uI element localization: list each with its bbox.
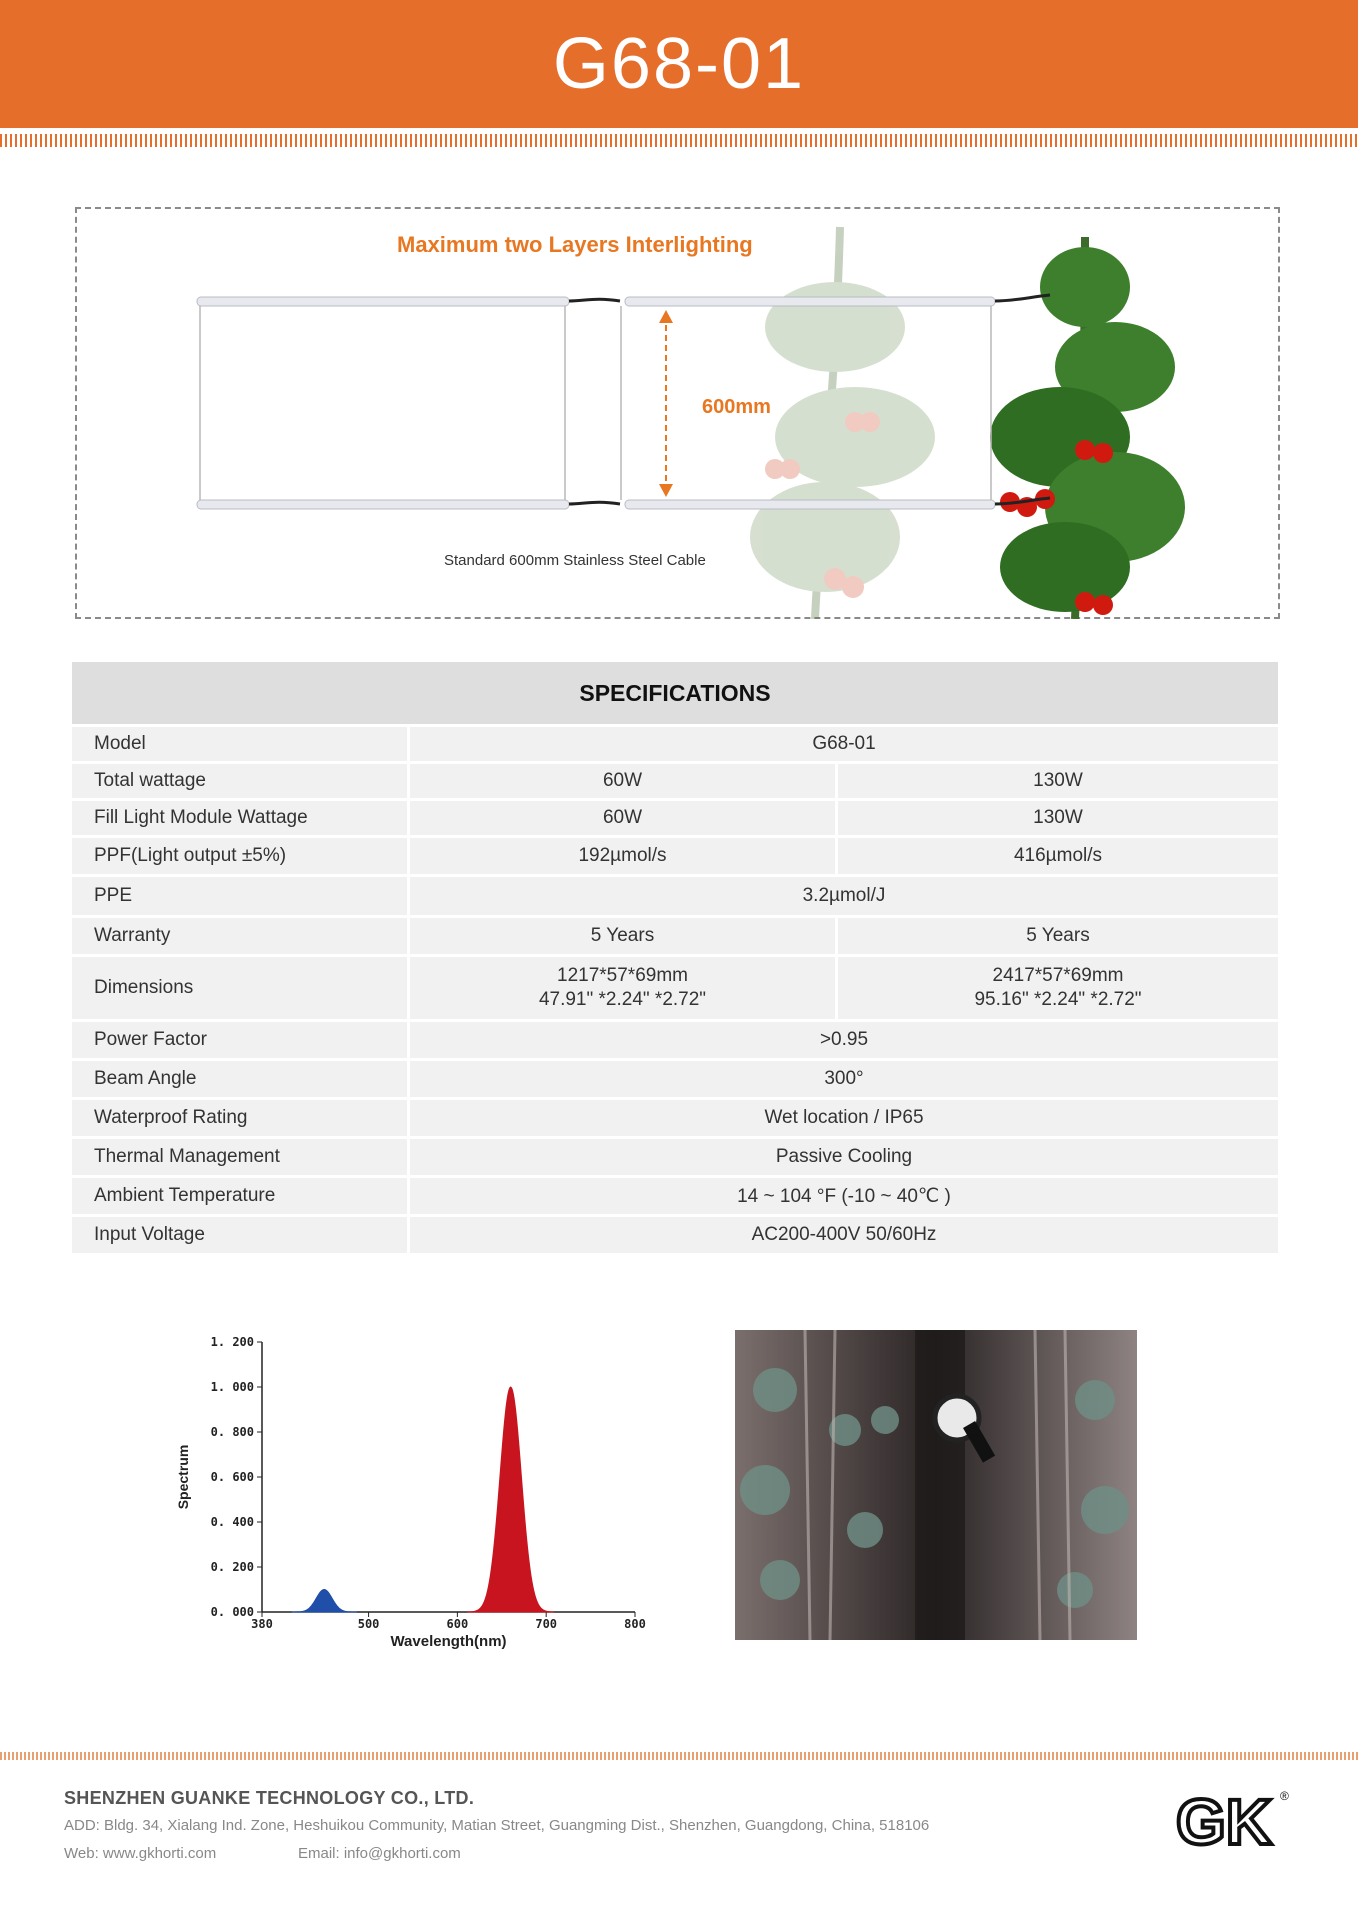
spec-value-b: 5 Years: [838, 918, 1278, 954]
light-bar-top-right: [625, 297, 995, 306]
company-website[interactable]: Web: www.gkhorti.com: [64, 1845, 217, 1862]
spec-row-ppf: [72, 838, 1278, 874]
x-axis-label: Wavelength(nm): [390, 1633, 507, 1650]
spec-row-beam-angle: [72, 1061, 1278, 1097]
spec-label: Waterproof Rating: [72, 1100, 407, 1136]
spec-value: AC200-400V 50/60Hz: [410, 1217, 1278, 1253]
dimension-inch: 47.91" *2.24" *2.72": [538, 989, 707, 1010]
x-tick-label: 500: [357, 1617, 380, 1631]
x-tick-label: 380: [251, 1617, 273, 1631]
spec-row-dimensions: [72, 957, 1278, 1019]
spec-value: 14 ~ 104 °F (-10 ~ 40℃ ): [410, 1178, 1278, 1214]
spectrum-chart: [170, 1330, 650, 1660]
tomato-plant: [990, 237, 1185, 619]
spec-label: Ambient Temperature: [72, 1178, 407, 1214]
spec-label: Power Factor: [72, 1022, 407, 1058]
gk-logo-text: GK: [1176, 1786, 1272, 1852]
diagram-caption: Standard 600mm Stainless Steel Cable: [444, 552, 706, 569]
dimension-arrow: [659, 310, 673, 497]
y-tick-label: 0. 200: [210, 1560, 254, 1574]
spec-row-waterproof: [72, 1100, 1278, 1136]
spec-label: Input Voltage: [72, 1217, 407, 1253]
spec-row-total-wattage: [72, 764, 1278, 798]
y-tick-label: 0. 400: [210, 1515, 254, 1529]
spec-label: Dimensions: [72, 957, 407, 1019]
dimension-label: 600mm: [702, 396, 771, 418]
spec-label: PPE: [72, 877, 407, 915]
faded-tomato-plant: [750, 227, 935, 619]
spec-value-b: 130W: [838, 801, 1278, 835]
spec-label: Thermal Management: [72, 1139, 407, 1175]
specifications-title: SPECIFICATIONS: [72, 662, 1278, 724]
spec-label: PPF(Light output ±5%): [72, 838, 407, 874]
footer-tick-border: [0, 1752, 1358, 1760]
spectrum-peak-red-peak: [468, 1387, 553, 1612]
spec-value-a: [410, 957, 835, 1019]
spec-value: 300°: [410, 1061, 1278, 1097]
light-bar-bottom-left: [197, 500, 569, 509]
spec-row-input-voltage: [72, 1217, 1278, 1253]
page-title: G68-01: [552, 24, 806, 104]
spec-value-a: 60W: [410, 801, 835, 835]
light-bar-top-left: [197, 297, 569, 306]
x-tick-label: 800: [624, 1617, 646, 1631]
diagram-title: Maximum two Layers Interlighting: [397, 232, 753, 257]
spec-row-thermal: [72, 1139, 1278, 1175]
spec-value: >0.95: [410, 1022, 1278, 1058]
y-tick-label: 0. 000: [210, 1605, 254, 1619]
spec-value-b: 416µmol/s: [838, 838, 1278, 874]
y-axis-label: Spectrum: [175, 1444, 191, 1510]
spectrum-peak-blue-peak: [292, 1590, 356, 1613]
spec-row-warranty: [72, 918, 1278, 954]
spec-value-a: 192µmol/s: [410, 838, 835, 874]
company-email[interactable]: Email: info@gkhorti.com: [298, 1845, 461, 1862]
light-bar-bottom-right: [625, 500, 995, 509]
spec-value-b: 130W: [838, 764, 1278, 798]
spec-value: Wet location / IP65: [410, 1100, 1278, 1136]
spec-row-power-factor: [72, 1022, 1278, 1058]
greenhouse-photo: [735, 1330, 1137, 1640]
y-tick-label: 1. 000: [210, 1380, 254, 1394]
spec-value-a: 60W: [410, 764, 835, 798]
spec-label: Beam Angle: [72, 1061, 407, 1097]
company-name: SHENZHEN GUANKE TECHNOLOGY CO., LTD.: [64, 1788, 475, 1808]
spec-row-module-wattage: [72, 801, 1278, 835]
x-tick-label: 600: [446, 1617, 469, 1631]
dimension-mm: 2417*57*69mm: [992, 965, 1124, 986]
spec-value: 3.2µmol/J: [410, 877, 1278, 915]
spec-row-ambient-temperature: [72, 1178, 1278, 1214]
spec-label: Warranty: [72, 918, 407, 954]
header-tick-border: [0, 134, 1358, 147]
y-tick-label: 0. 800: [210, 1425, 254, 1439]
spec-label: Model: [72, 727, 407, 761]
y-tick-label: 1. 200: [210, 1335, 254, 1349]
dimension-inch: 95.16" *2.24" *2.72": [974, 989, 1142, 1010]
gk-logo: [1176, 1786, 1296, 1852]
spec-row-ppe: [72, 877, 1278, 915]
spec-value-b: [838, 957, 1278, 1019]
spec-value: G68-01: [410, 727, 1278, 761]
registered-mark: ®: [1280, 1789, 1289, 1803]
spec-label: Total wattage: [72, 764, 407, 798]
x-tick-label: 700: [535, 1617, 558, 1631]
spec-row-model: [72, 727, 1278, 761]
spec-value-a: 5 Years: [410, 918, 835, 954]
y-tick-label: 0. 600: [210, 1470, 254, 1484]
spec-label: Fill Light Module Wattage: [72, 801, 407, 835]
dimension-mm: 1217*57*69mm: [557, 965, 688, 986]
spec-value: Passive Cooling: [410, 1139, 1278, 1175]
company-address: ADD: Bldg. 34, Xialang Ind. Zone, Heshuikou Community, Matian Street, Guangming Dist., Shenzhen, Guangdong, China, 518106: [64, 1817, 930, 1834]
